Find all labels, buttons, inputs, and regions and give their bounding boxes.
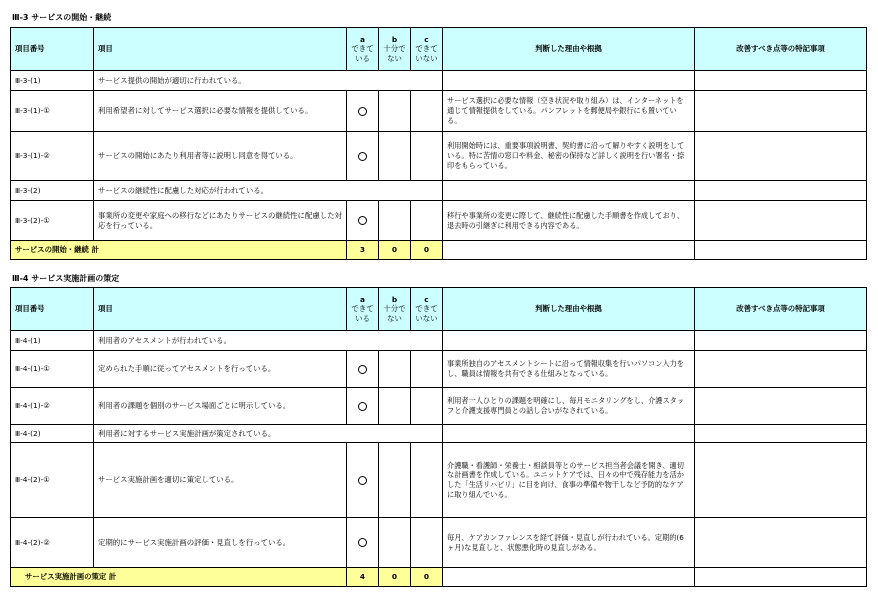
row-notes <box>695 132 867 181</box>
row-reason: 利用者一人ひとりの課題を明確にし、毎月モニタリングをし、介護スタッフと介護支援専門員との話し合いがなされている。 <box>443 388 695 425</box>
evaluation-table <box>10 27 867 260</box>
col-header-item: 項目 <box>94 288 347 331</box>
mark-a <box>347 201 379 241</box>
row-text: サービス実施計画を適切に策定している。 <box>94 443 347 518</box>
circle-mark-icon <box>358 152 367 161</box>
mark-c <box>411 351 443 388</box>
row-notes <box>695 351 867 388</box>
col-b-line2: ない <box>387 53 402 63</box>
table-row <box>11 91 867 132</box>
total-notes <box>695 568 867 587</box>
col-header-b <box>379 28 411 71</box>
row-text: 定められた手順に従ってアセスメントを行っている。 <box>94 351 347 388</box>
mark-a <box>347 132 379 181</box>
total-row <box>11 241 867 260</box>
col-header-reason: 判断した理由や根拠 <box>443 288 695 331</box>
row-id: Ⅲ-4-(1) <box>11 331 94 351</box>
total-reason <box>443 568 695 587</box>
row-id: Ⅲ-4-(2) <box>11 425 94 443</box>
col-c-letter: c <box>424 295 429 305</box>
row-id: Ⅲ-3-(1)-① <box>11 91 94 132</box>
row-notes <box>695 331 867 351</box>
mark-c <box>411 91 443 132</box>
col-c-line2: いない <box>415 53 438 63</box>
col-b-line1: 十分で <box>383 44 406 54</box>
row-reason: 移行や事業所の変更に際して、継続性に配慮した手順書を作成しており、退去時の引継ぎに利用できる内容である。 <box>443 201 695 241</box>
table-row <box>11 425 867 443</box>
mark-c <box>411 201 443 241</box>
row-id: Ⅲ-3-(1) <box>11 71 94 91</box>
row-text: 定期的にサービス実施計画の評価・見直しを行っている。 <box>94 518 347 568</box>
row-notes <box>695 181 867 201</box>
total-b: 0 <box>379 568 411 587</box>
col-a-line1: できて <box>351 304 374 314</box>
row-text: 利用者のアセスメントが行われている。 <box>94 331 443 351</box>
mark-b <box>379 388 411 425</box>
mark-b <box>379 201 411 241</box>
row-reason <box>443 181 695 201</box>
table-row <box>11 132 867 181</box>
row-notes <box>695 425 867 443</box>
row-text: 事業所の変更や家庭への移行などにあたりサービスの継続性に配慮した対応を行っている。 <box>94 201 347 241</box>
row-reason: 介護職・看護師・栄養士・相談員等とのサービス担当者会議を開き、適切な計画書を作成している。ユニットケアでは、日々の中で残存能力を活かした「生活リハビリ」に目を向け、食事の準備や物干しなど予防的なケアに取り組んでいる。 <box>443 443 695 518</box>
row-id: Ⅲ-3-(1)-② <box>11 132 94 181</box>
circle-mark-icon <box>358 216 367 225</box>
header-row <box>11 28 867 71</box>
row-text: サービス提供の開始が適切に行われている。 <box>94 71 443 91</box>
mark-c <box>411 443 443 518</box>
total-b: 0 <box>379 241 411 260</box>
mark-a <box>347 91 379 132</box>
table-row <box>11 181 867 201</box>
row-text: 利用希望者に対してサービス選択に必要な情報を提供している。 <box>94 91 347 132</box>
mark-a <box>347 388 379 425</box>
col-header-notes: 改善すべき点等の特記事項 <box>695 28 867 71</box>
table-row <box>11 351 867 388</box>
col-header-notes: 改善すべき点等の特記事項 <box>695 288 867 331</box>
col-header-a <box>347 28 379 71</box>
table-row <box>11 201 867 241</box>
section-title: Ⅲ-4 サービス実施計画の策定 <box>12 274 120 283</box>
table-row <box>11 388 867 425</box>
col-header-reason: 判断した理由や根拠 <box>443 28 695 71</box>
header-row <box>11 288 867 331</box>
total-row <box>11 568 867 587</box>
col-a-letter: a <box>360 295 365 305</box>
table-row <box>11 518 867 568</box>
col-c-line1: できて <box>415 44 438 54</box>
row-text: 利用者の課題を個別のサービス場面ごとに明示している。 <box>94 388 347 425</box>
col-header-c <box>411 28 443 71</box>
row-reason: サービス選択に必要な情報（空き状況や取り組み）は、インターネットを通じて情報提供をしている。パンフレットを郵便局や銀行にも置いている。 <box>443 91 695 132</box>
row-id: Ⅲ-4-(2)-② <box>11 518 94 568</box>
col-header-c <box>411 288 443 331</box>
table-row <box>11 71 867 91</box>
col-header-b <box>379 288 411 331</box>
row-reason <box>443 331 695 351</box>
row-reason: 事業所独自のアセスメントシートに沿って情報収集を行いパソコン入力をし、職員は情報を共有できる仕組みとなっている。 <box>443 351 695 388</box>
row-id: Ⅲ-3-(2) <box>11 181 94 201</box>
col-a-line1: できて <box>351 44 374 54</box>
table-row <box>11 331 867 351</box>
row-notes <box>695 388 867 425</box>
circle-mark-icon <box>358 402 367 411</box>
row-id: Ⅲ-4-(2)-① <box>11 443 94 518</box>
total-label: サービス実施計画の策定 計 <box>11 568 347 587</box>
col-b-letter: b <box>391 35 398 45</box>
row-notes <box>695 518 867 568</box>
row-id: Ⅲ-4-(1)-② <box>11 388 94 425</box>
col-c-line1: できて <box>415 304 438 314</box>
col-header-id: 項目番号 <box>11 28 94 71</box>
col-a-letter: a <box>360 35 365 45</box>
mark-c <box>411 518 443 568</box>
col-b-letter: b <box>391 295 398 305</box>
circle-mark-icon <box>358 538 367 547</box>
mark-c <box>411 388 443 425</box>
col-header-a <box>347 288 379 331</box>
col-c-letter: c <box>424 35 429 45</box>
row-notes <box>695 443 867 518</box>
total-a: 3 <box>347 241 379 260</box>
table-row <box>11 443 867 518</box>
col-header-item: 項目 <box>94 28 347 71</box>
row-reason: 利用開始時には、重要事項説明書、契約書に沿って解りやすく説明をしている。特に苦情の窓口や料金、秘密の保持など詳しく説明を行い署名・捺印をもらっている。 <box>443 132 695 181</box>
row-notes <box>695 201 867 241</box>
row-text: サービスの開始にあたり利用者等に説明し同意を得ている。 <box>94 132 347 181</box>
total-notes <box>695 241 867 260</box>
col-b-line2: ない <box>387 313 402 323</box>
circle-mark-icon <box>358 107 367 116</box>
row-notes <box>695 71 867 91</box>
row-reason <box>443 425 695 443</box>
mark-b <box>379 518 411 568</box>
row-text: 利用者に対するサービス実施計画が策定されている。 <box>94 425 443 443</box>
mark-a <box>347 518 379 568</box>
circle-mark-icon <box>358 476 367 485</box>
row-reason <box>443 71 695 91</box>
evaluation-table <box>10 287 867 587</box>
mark-b <box>379 443 411 518</box>
mark-b <box>379 351 411 388</box>
mark-a <box>347 351 379 388</box>
row-id: Ⅲ-3-(2)-① <box>11 201 94 241</box>
total-c: 0 <box>411 241 443 260</box>
total-c: 0 <box>411 568 443 587</box>
col-a-line2: いる <box>355 53 370 63</box>
col-c-line2: いない <box>415 313 438 323</box>
row-notes <box>695 91 867 132</box>
circle-mark-icon <box>358 365 367 374</box>
total-a: 4 <box>347 568 379 587</box>
row-reason: 毎月、ケアカンファレンスを経て評価・見直しが行われている。定期的(6ヶ月)な見直しと、状態悪化時の見直しがある。 <box>443 518 695 568</box>
mark-c <box>411 132 443 181</box>
mark-a <box>347 443 379 518</box>
mark-b <box>379 91 411 132</box>
col-a-line2: いる <box>355 313 370 323</box>
section-title: Ⅲ-3 サービスの開始・継続 <box>12 13 112 22</box>
row-text: サービスの継続性に配慮した対応が行われている。 <box>94 181 443 201</box>
row-id: Ⅲ-4-(1)-① <box>11 351 94 388</box>
col-header-id: 項目番号 <box>11 288 94 331</box>
col-b-line1: 十分で <box>383 304 406 314</box>
total-label: サービスの開始・継続 計 <box>11 241 347 260</box>
total-reason <box>443 241 695 260</box>
mark-b <box>379 132 411 181</box>
